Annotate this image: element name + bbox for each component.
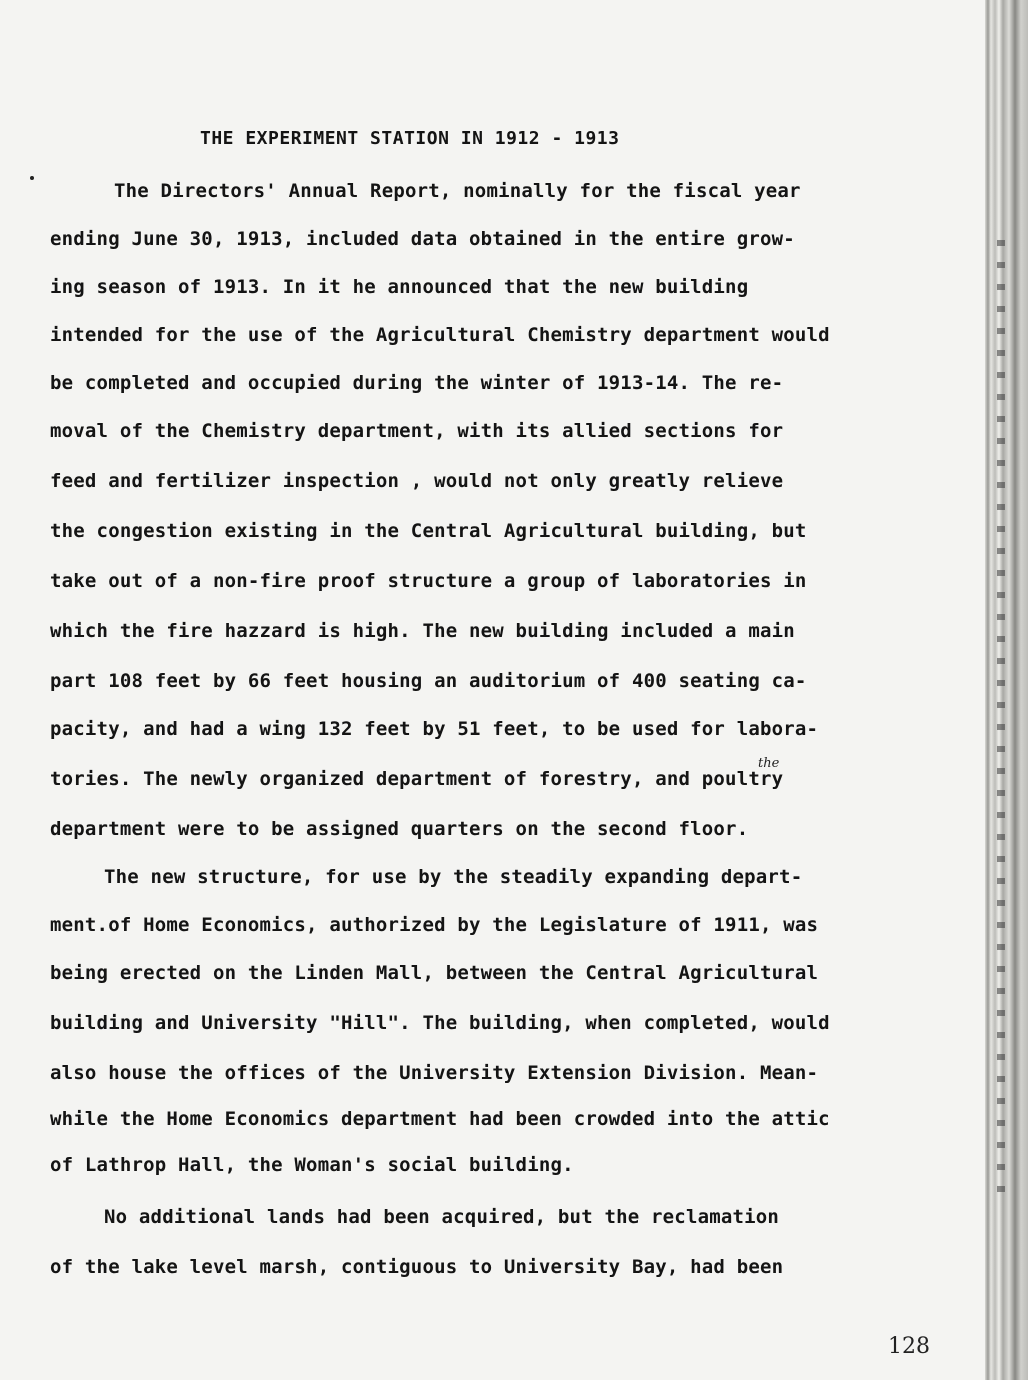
text-line: part 108 feet by 66 feet housing an auditorium of 400 seating ca-	[50, 670, 807, 692]
text-line: of Lathrop Hall, the Woman's social building.	[50, 1154, 574, 1176]
page-stack-edge	[985, 0, 1028, 1380]
text-line: moval of the Chemistry department, with its allied sections for	[50, 420, 784, 442]
text-line: The new structure, for use by the steadily expanding depart-	[104, 866, 803, 888]
text-line: feed and fertilizer inspection , would not only greatly relieve	[50, 470, 784, 492]
text-line: the congestion existing in the Central Agricultural building, but	[50, 520, 807, 542]
text-line: pacity, and had a wing 132 feet by 51 feet, to be used for labora-	[50, 718, 819, 740]
page-title: THE EXPERIMENT STATION IN 1912 - 1913	[200, 128, 620, 149]
text-line: building and University "Hill". The building, when completed, would	[50, 1012, 830, 1034]
page-number: 128	[888, 1334, 930, 1359]
text-line: ing season of 1913. In it he announced that the new building	[50, 276, 749, 298]
text-line: be completed and occupied during the winter of 1913-14. The re-	[50, 372, 784, 394]
text-line: No additional lands had been acquired, but the reclamation	[104, 1206, 780, 1228]
text-line: also house the offices of the University Extension Division. Mean-	[50, 1062, 819, 1084]
text-line: while the Home Economics department had been crowded into the attic	[50, 1108, 830, 1130]
text-line: intended for the use of the Agricultural Chemistry department would	[50, 324, 830, 346]
text-line: ment.of Home Economics, authorized by the Legislature of 1911, was	[50, 914, 819, 936]
text-line: which the fire hazzard is high. The new building included a main	[50, 620, 795, 642]
text-line: take out of a non-fire proof structure a group of laboratories in	[50, 570, 807, 592]
text-line: ending June 30, 1913, included data obtained in the entire grow-	[50, 228, 795, 250]
text-line: being erected on the Linden Mall, between the Central Agricultural	[50, 962, 819, 984]
text-line: The Directors' Annual Report, nominally for the fiscal year	[114, 180, 801, 202]
edge-marks	[997, 240, 1005, 1200]
text-line: tories. The newly organized department of forestry, and poultry	[50, 768, 784, 790]
text-line: of the lake level marsh, contiguous to University Bay, had been	[50, 1256, 784, 1278]
text-line: department were to be assigned quarters on the second floor.	[50, 818, 749, 840]
handwritten-insert: the	[758, 756, 780, 771]
margin-dot	[30, 176, 34, 180]
